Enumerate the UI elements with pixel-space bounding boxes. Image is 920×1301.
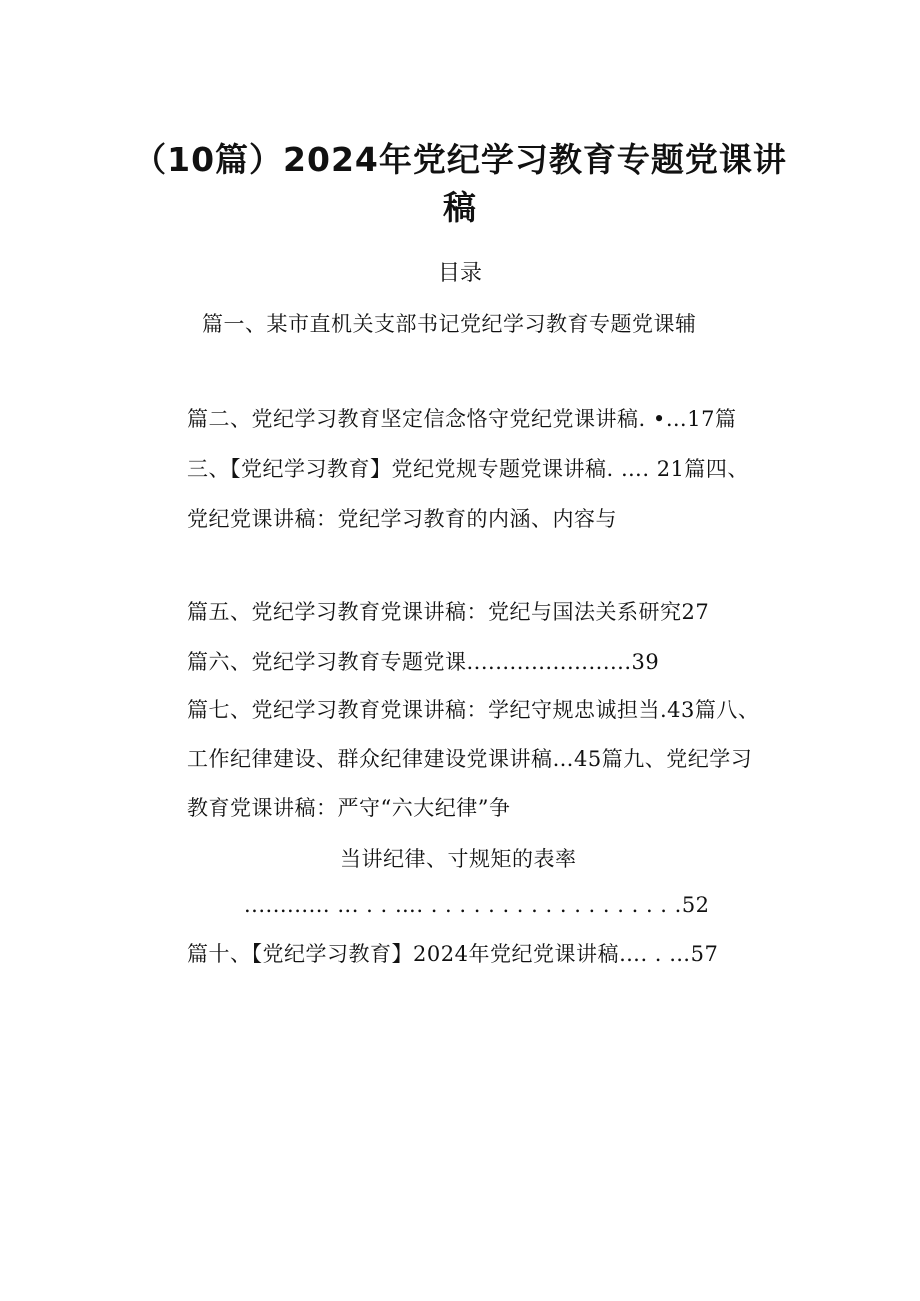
toc-line: 当讲纪律、寸规矩的表率 <box>340 847 577 871</box>
toc-heading: 目录 <box>437 261 482 286</box>
toc-line: 篇六、党纪学习教育专题党课.......................39 <box>187 650 660 674</box>
toc-line: 篇一、某市直机关支部书记党纪学习教育专题党课辅 <box>202 312 697 336</box>
toc-line: 党纪党课讲稿：党纪学习教育的内涵、内容与 <box>187 507 617 531</box>
toc-line: 工作纪律建设、群众纪律建设党课讲稿…45篇九、党纪学习 <box>187 747 753 771</box>
toc-line: 篇五、党纪学习教育党课讲稿：党纪与国法关系研究27 <box>187 600 710 624</box>
toc-line: 篇七、党纪学习教育党课讲稿：学纪守规忠诚担当.43篇八、 <box>187 698 760 722</box>
document-title-line-1: （10篇）2024年党纪学习教育专题党课讲 <box>133 140 787 179</box>
toc-line: 篇十、【党纪学习教育】2024年党纪党课讲稿…. . …57 <box>187 942 719 966</box>
toc-line: 篇二、党纪学习教育坚定信念恪守党纪党课讲稿. •…17篇 <box>187 407 737 431</box>
document-title-line-2: 稿 <box>443 188 477 227</box>
toc-line: ............ ‥. . . …. . . . . . . . . . . . . . . . . . .52 <box>244 893 710 917</box>
toc-line: 三、【党纪学习教育】党纪党规专题党课讲稿. …. 21篇四、 <box>187 457 749 481</box>
toc-line: 教育党课讲稿：严守“六大纪律”争 <box>187 796 511 820</box>
